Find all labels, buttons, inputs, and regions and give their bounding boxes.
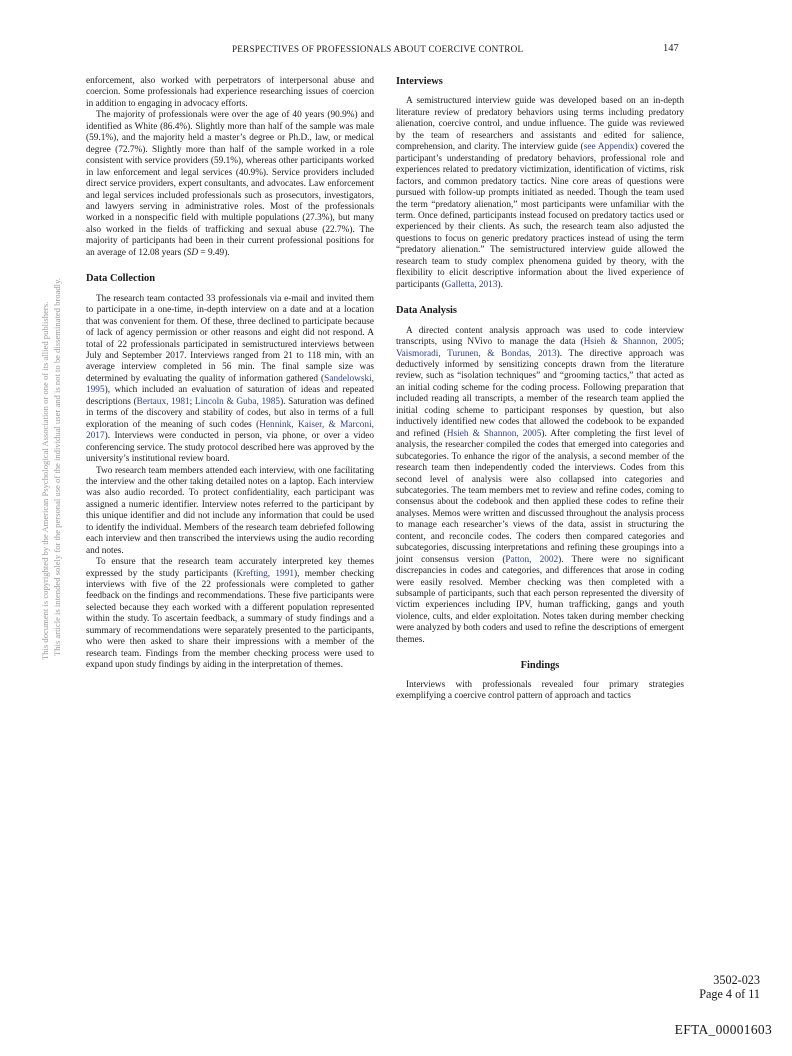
bates-number: EFTA_00001603 [674, 1022, 772, 1037]
right-column [396, 76, 684, 703]
citation-link[interactable]: Patton, 2002 [505, 554, 559, 565]
paragraph: A directed content analysis approach was used to code interview transcripts, using NVivo to manage the data (Hsieh & Shannon, 2005; Vaismoradi, Turunen, & Bondas, 2013). The directive approach was deductively informed by sensitizing concepts drawn from the literature review, such as “isolation techniques” and “grooming tactics,” that acted as an initial coding scheme for the coding process. Following preparation that included reading all transcripts, a member of the research team applied the initial coding scheme to participant responses by question, but also inductively identified new codes that allowed the codebook to be expanded and refined (Hsieh & Shannon, 2005). After completing the first level of analysis, the researcher compiled the codes that emerged into categories and subcategories. To enhance the rigor of the analysis, a second member of the research team then independently coded the interviews. Codes from this second level of analysis were also collapsed into categories and subcategories. The team members met to review and refine codes, coming to consensus about the codebook and then applied these codes to refine their analyses. Memos were written and discussed throughout the analysis process to manage each researcher’s views of the data, assist in structuring the content, and reconcile codes. The coders then compared categories and subcategories, discussing interpretations and refining these groupings into a joint consensus version (Patton, 2002). There were no significant discrepancies in codes and categories, and differences that arose in coding were easily resolved. Member checking was then completed with a subsample of participants, such that each person represented the diversity of victim experiences including IPV, human trafficking, gangs and youth violence, cults, and elder exploitation. Notes taken during member checking were analyzed by both coders and used to refine the descriptions of emergent themes. [396, 325, 684, 645]
paragraph: To ensure that the research team accurately interpreted key themes expressed by the study participants (Krefting, 1991), member checking interviews with five of the 22 professionals were completed to gather feedback on the findings and recommendations. These five participants were selected because they each worked with a different population represented within the study. To ascertain feedback, a summary of study findings and a summary of recommendations were separately presented to the participants, who were then asked to share their impressions with a member of the research team. Findings from the member checking process were used to expand upon study findings by aiding in the interpretation of themes. [86, 557, 375, 671]
section-heading-data-analysis: Data Analysis [396, 305, 457, 317]
section-heading-findings: Findings [520, 660, 560, 672]
copyright-notice-line1: This document is copyrighted by the American Psychological Association or one of its allied publishers. [40, 301, 50, 660]
document-id: 3502-023 [713, 973, 760, 987]
paragraph: Two research team members attended each interview, with one facilitating the interview and the other taking detailed notes on a laptop. Each interview was also audio recorded. To protect confidentiality, each participant was assigned a numeric identifier. Interview notes referred to the participant by this unique identifier and did not include any information that could be used to identify the individual. Members of the research team debriefed following each interview and then transcribed the interviews using the audio recording and notes. [86, 465, 374, 556]
section-heading-interviews: Interviews [396, 76, 443, 87]
sd-label: SD [186, 247, 199, 258]
citation-link[interactable]: Vaismoradi, Turunen, & Bondas, 2013 [396, 348, 557, 359]
citation-link[interactable]: Hsieh & Shannon, 2005 [446, 428, 542, 439]
citation-link[interactable]: Hsieh & Shannon, 2005 [583, 337, 682, 348]
running-title: PERSPECTIVES OF PROFESSIONALS ABOUT COERCIVE CONTROL [232, 44, 524, 54]
paragraph: enforcement, also worked with perpetrators of interpersonal abuse and coercion. Some professionals had experience researching issues of coercion in addition to engaging in advocacy efforts. [86, 76, 374, 109]
paragraph: Interviews with professionals revealed four primary strategies exemplifying a coercive control pattern of approach and tactics [396, 679, 684, 702]
page-of-label: Page 4 of 11 [699, 987, 760, 1001]
page-footer [699, 973, 760, 1001]
citation-link[interactable]: Hennink, Kaiser, & Marconi, 2017 [86, 419, 374, 442]
citation-link[interactable]: Galletta, 2013 [444, 279, 498, 290]
citation-link[interactable]: Krefting, 1991 [236, 568, 295, 579]
paragraph: A semistructured interview guide was developed based on an in-depth literature review of predatory behaviors using terms including predatory alienation, coercive control, and undue influence. The guide was reviewed by the team of researchers and assistants and edited for salience, comprehension, and clarity. The interview guide (see Appendix) covered the participant’s understanding of predatory behaviors, professional role and experiences related to predatory victimization, identification of victims, risk factors, and common predatory tactics. Nine core areas of questions were pursued with follow-up prompts initiated as needed. Though the team used the term “predatory alienation,” most participants were unfamiliar with the term. Once defined, participants instead focused on predatory tactics used or experienced by their clients. As such, the research team also adjusted the questions to focus on generic predatory practices instead of using the term “predatory alienation.” The semistructured interview guide allowed the research team to study complex phenomena guided by theory, with the flexibility to elicit descriptive information about the lived experience of participants (Galletta, 2013). [396, 96, 684, 290]
appendix-link[interactable]: see Appendix [583, 142, 635, 153]
citation-link[interactable]: Sandelowski, 1995 [86, 373, 374, 396]
citation-link[interactable]: Bertaux, 1981 [136, 396, 190, 407]
citation-link[interactable]: Lincoln & Guba, 1985 [194, 396, 281, 407]
page-number: 147 [663, 43, 679, 54]
section-heading-data-collection: Data Collection [86, 273, 155, 285]
paragraph: The majority of professionals were over the age of 40 years (90.9%) and identified as White (86.4%). Slightly more than half of the sample was male (59.1%), and the majority held a master’s degree or Ph.D., law, or medical degree (72.7%). Slightly more than half of the sample worked in a role consistent with service providers (59.1%), whereas other participants worked in law enforcement and legal services (40.9%). Service providers included direct service providers, expert consultants, and advocates. Law enforcement and legal services included professionals such as prosecutors, investigators, and lawyers serving in administrative roles. Most of the professionals worked in a nonspecific field with multiple populations (27.3%), but many also worked in the fields of trafficking and sexual abuse (22.7%). The majority of participants had been in their current professional positions for an average of 12.08 years (SD = 9.49). [86, 110, 374, 258]
paragraph: The research team contacted 33 professionals via e-mail and invited them to participate in a one-time, in-depth interview on a date and at a location that was convenient for them. Of these, three declined to participate because of lack of agency permission or other reasons and eight did not respond. A total of 22 professionals participated in semistructured interviews between July and September 2017. Interviews ranged from 21 to 118 min, with an average interview completed in 56 min. The final sample size was determined by evaluating the quality of information gathered (Sandelowski, 1995), which included an evaluation of saturation of ideas and repeated descriptions (Bertaux, 1981; Lincoln & Guba, 1985). Saturation was defined in terms of the discovery and stability of codes, but also in terms of a full exploration of the meaning of such codes (Hennink, Kaiser, & Marconi, 2017). Interviews were conducted in person, via phone, or over a video conferencing service. The study protocol described here was approved by the university’s institutional review board. [86, 293, 374, 465]
left-column [86, 76, 374, 672]
copyright-notice-line2: This article is intended solely for the personal use of the individual user and is not to be disseminated broadly. [52, 278, 62, 656]
